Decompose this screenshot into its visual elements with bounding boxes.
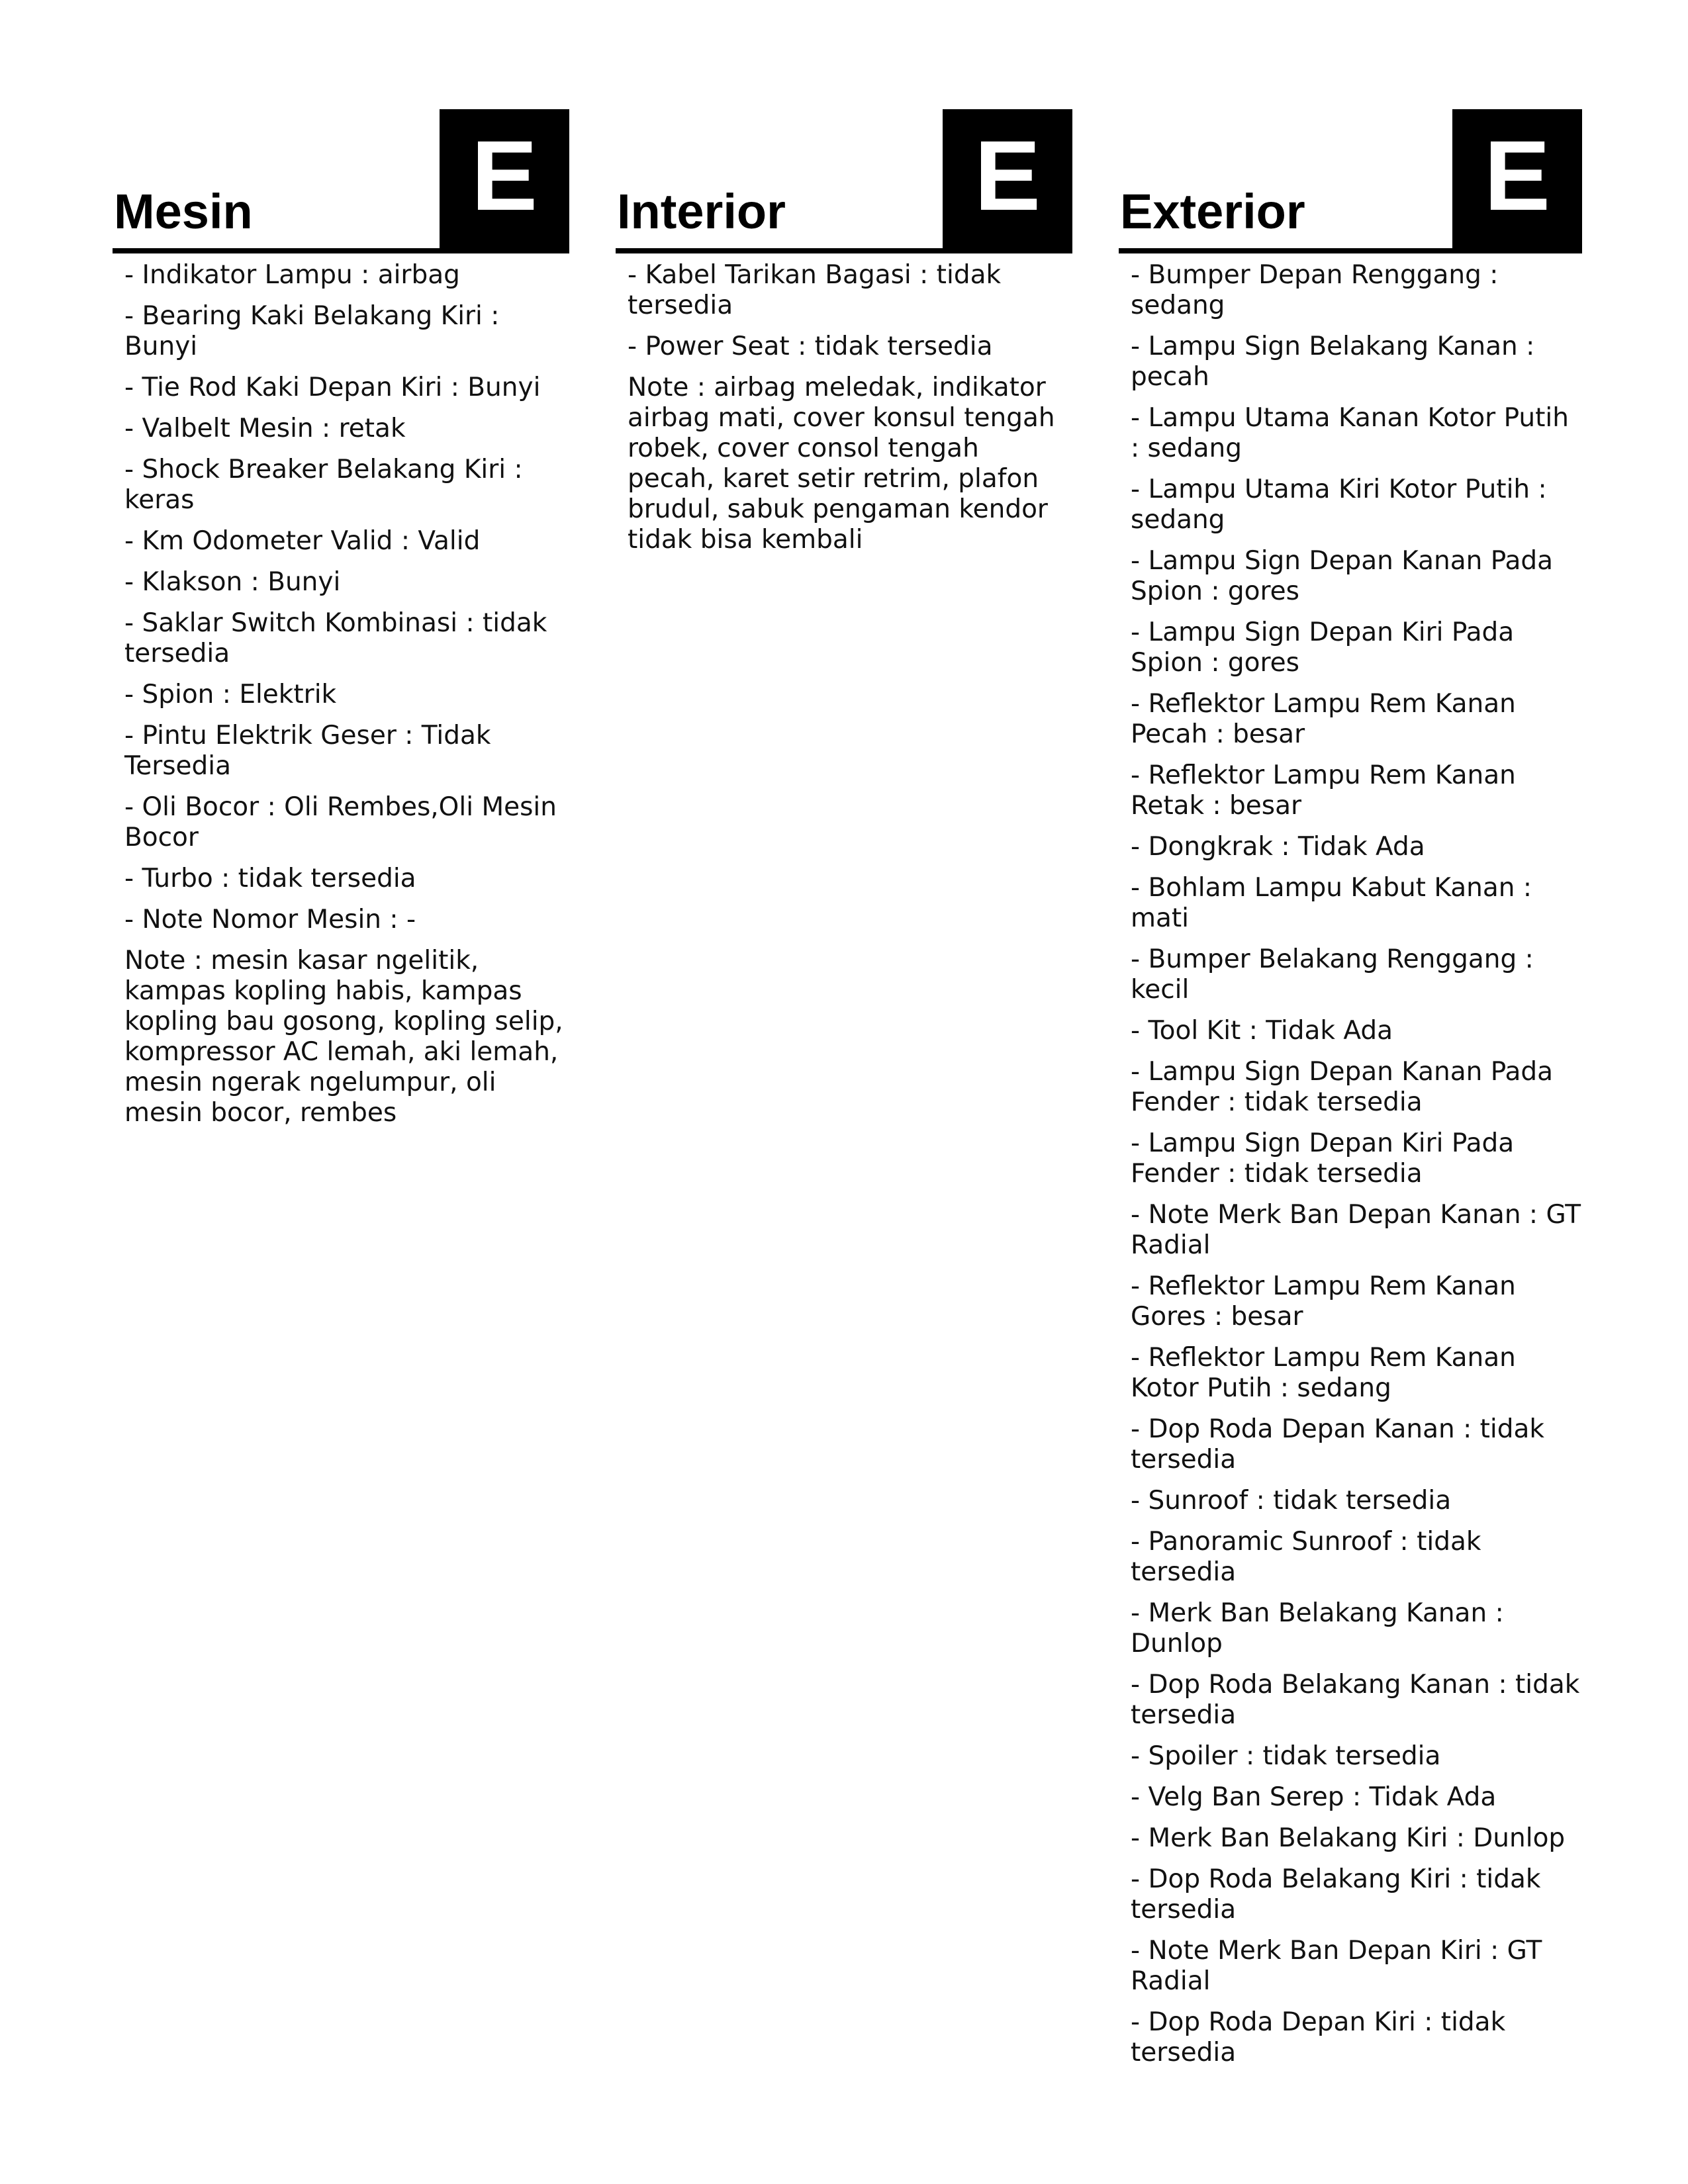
section-title-exterior: Exterior [1120,184,1305,239]
section-header-mesin [113,109,569,253]
list-item: - Lampu Sign Depan Kiri Pada Fender : tidak tersedia [1131,1128,1515,1189]
list-item: - Panoramic Sunroof : tidak tersedia [1131,1527,1481,1587]
item-list-mesin [113,253,569,935]
section-header-interior [616,109,1072,253]
grade-badge-mesin: E [440,109,569,248]
list-item: - Note Nomor Mesin : - [124,905,416,934]
list-item: - Dop Roda Belakang Kanan : tidak tersedia [1131,1670,1580,1730]
list-item: - Merk Ban Belakang Kanan : Dunlop [1131,1598,1504,1659]
section-exterior [1119,109,1582,2079]
list-item: - Lampu Sign Depan Kanan Pada Fender : tidak tersedia [1131,1057,1554,1117]
list-item: - Valbelt Mesin : retak [124,414,406,443]
list-item: - Tie Rod Kaki Depan Kiri : Bunyi [124,373,541,402]
list-item: - Bearing Kaki Belakang Kiri : Bunyi [124,301,500,361]
list-item: - Lampu Utama Kanan Kotor Putih : sedang [1131,403,1569,463]
list-item: - Spion : Elektrik [124,680,337,709]
grade-badge-exterior: E [1452,109,1582,248]
list-item: - Saklar Switch Kombinasi : tidak tersedia [124,608,547,668]
list-item: - Turbo : tidak tersedia [124,864,416,893]
section-interior [616,109,1072,555]
section-title-mesin: Mesin [114,184,253,239]
list-item: - Sunroof : tidak tersedia [1131,1486,1452,1516]
list-item: - Dop Roda Depan Kanan : tidak tersedia [1131,1414,1544,1475]
list-item: - Reflektor Lampu Rem Kanan Pecah : besar [1131,689,1516,749]
list-item: - Dongkrak : Tidak Ada [1131,832,1425,862]
list-item: - Tool Kit : Tidak Ada [1131,1016,1393,1046]
list-item: - Dop Roda Depan Kiri : tidak tersedia [1131,2007,1506,2068]
list-item: - Lampu Sign Belakang Kanan : pecah [1131,332,1535,392]
note-interior: Note : airbag meledak, indikator airbag mati, cover konsul tengah robek, cover consol tengah pecah, karet setir retrim, plafon brudul, sabuk pengaman kendor tidak bisa kembali [628,373,1055,555]
list-item: - Dop Roda Belakang Kiri : tidak tersedia [1131,1864,1541,1925]
note-mesin: Note : mesin kasar ngelitik, kampas kopling habis, kampas kopling bau gosong, kopling selip, kompressor AC lemah, aki lemah, mesin ngerak ngelumpur, oli mesin bocor, rembes [124,946,563,1128]
list-item: - Reflektor Lampu Rem Kanan Retak : besar [1131,760,1516,821]
list-item: - Reflektor Lampu Rem Kanan Kotor Putih : sedang [1131,1343,1516,1403]
section-title-interior: Interior [617,184,786,239]
list-item: - Note Merk Ban Depan Kanan : GT Radial [1131,1200,1581,1260]
list-item: - Bumper Belakang Renggang : kecil [1131,944,1534,1005]
list-item: - Velg Ban Serep : Tidak Ada [1131,1782,1497,1812]
section-header-exterior [1119,109,1582,253]
item-list-interior [616,253,1072,362]
list-item: - Km Odometer Valid : Valid [124,526,481,556]
list-item: - Bumper Depan Renggang : sedang [1131,260,1499,320]
list-item: - Indikator Lampu : airbag [124,260,460,290]
list-item: - Merk Ban Belakang Kiri : Dunlop [1131,1823,1566,1853]
item-list-exterior [1119,253,1582,2068]
list-item: - Note Merk Ban Depan Kiri : GT Radial [1131,1936,1542,1996]
list-item: - Lampu Sign Depan Kiri Pada Spion : gores [1131,617,1515,678]
grade-badge-interior: E [943,109,1072,248]
section-mesin [113,109,569,1128]
list-item: - Bohlam Lampu Kabut Kanan : mati [1131,873,1532,933]
list-item: - Lampu Sign Depan Kanan Pada Spion : gores [1131,546,1554,606]
list-item: - Pintu Elektrik Geser : Tidak Tersedia [124,721,491,781]
list-item: - Shock Breaker Belakang Kiri : keras [124,455,523,515]
list-item: - Reflektor Lampu Rem Kanan Gores : besar [1131,1271,1516,1332]
list-item: - Lampu Utama Kiri Kotor Putih : sedang [1131,475,1547,535]
list-item: - Oli Bocor : Oli Rembes,Oli Mesin Bocor [124,792,557,852]
list-item: - Power Seat : tidak tersedia [628,332,993,361]
list-item: - Klakson : Bunyi [124,567,341,597]
list-item: - Kabel Tarikan Bagasi : tidak tersedia [628,260,1002,320]
list-item: - Spoiler : tidak tersedia [1131,1741,1441,1771]
